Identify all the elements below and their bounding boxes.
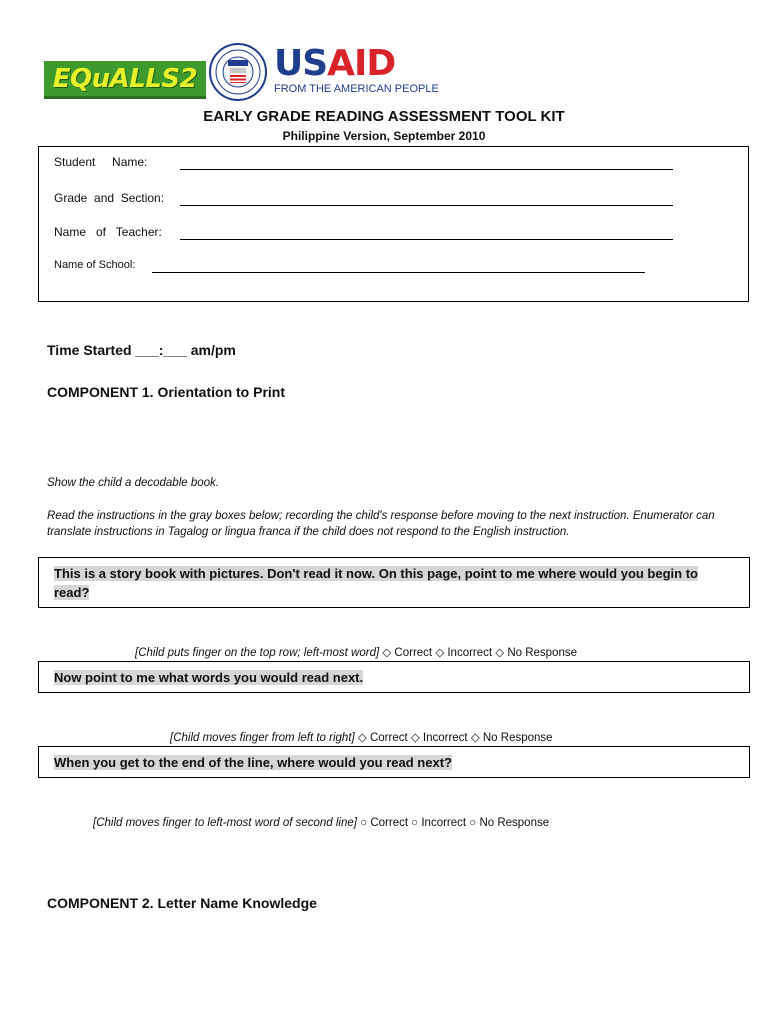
prompt-box-2 — [38, 661, 750, 693]
component-2-heading: COMPONENT 2. Letter Name Knowledge — [47, 895, 317, 911]
student-name-field — [54, 154, 673, 170]
usaid-logo-us: US — [274, 43, 328, 84]
prompt-text-3: When you get to the end of the line, where would you read next? — [54, 755, 452, 770]
usaid-seal-icon — [208, 42, 268, 102]
grade-section-line[interactable] — [180, 193, 673, 206]
response-line-3 — [93, 815, 549, 831]
response-options-1[interactable]: ◇ Correct ◇ Incorrect ◇ No Response — [382, 647, 577, 659]
usaid-logo — [274, 44, 419, 84]
usaid-logo-aid: AID — [327, 43, 396, 84]
document-subtitle: Philippine Version, September 2010 — [282, 129, 486, 143]
response-line-2 — [170, 730, 553, 746]
prompt-box-3 — [38, 746, 750, 778]
grade-section-field — [54, 190, 673, 206]
usaid-tagline: FROM THE AMERICAN PEOPLE — [274, 83, 439, 95]
teacher-name-label: Name of Teacher: — [54, 225, 162, 239]
document-title: EARLY GRADE READING ASSESSMENT TOOL KIT — [203, 108, 565, 125]
time-started: Time Started ___:___ am/pm — [47, 342, 236, 358]
component-1-heading: COMPONENT 1. Orientation to Print — [47, 384, 286, 400]
student-name-label: Student Name: — [54, 155, 148, 169]
teacher-name-field — [54, 224, 673, 240]
response-options-3[interactable]: ○ Correct ○ Incorrect ○ No Response — [360, 817, 550, 829]
school-name-label: Name of School: — [54, 259, 136, 271]
expected-response-3: [Child moves finger to left-most word of second line] — [93, 817, 357, 829]
equalls2-logo — [44, 61, 206, 99]
prompt-text-1: This is a story book with pictures. Don't read it now. On this page, point to me where would you begin to read? — [54, 566, 698, 600]
response-options-2[interactable]: ◇ Correct ◇ Incorrect ◇ No Response — [357, 732, 553, 744]
grade-section-label: Grade and Section: — [54, 191, 165, 205]
equalls2-logo-text: EQuALLS2 — [52, 63, 198, 94]
expected-response-2: [Child moves finger from left to right] — [170, 732, 355, 744]
teacher-name-line[interactable] — [180, 227, 673, 240]
show-book-instruction: Show the child a decodable book. — [47, 477, 219, 489]
expected-response-1: [Child puts finger on the top row; left-most word] — [135, 647, 380, 659]
enumerator-instructions: Read the instructions in the gray boxes below; recording the child's response before moving to the next instruction. Enumerator can translate instructions in Tagalog or lingua franca if the child does not respond to the English instruction. — [47, 510, 715, 538]
school-name-field — [54, 257, 645, 273]
prompt-text-2: Now point to me what words you would read next. — [54, 670, 364, 685]
student-name-line[interactable] — [180, 157, 673, 170]
prompt-box-1 — [38, 557, 750, 608]
response-line-1 — [135, 645, 577, 661]
school-name-line[interactable] — [152, 260, 645, 273]
